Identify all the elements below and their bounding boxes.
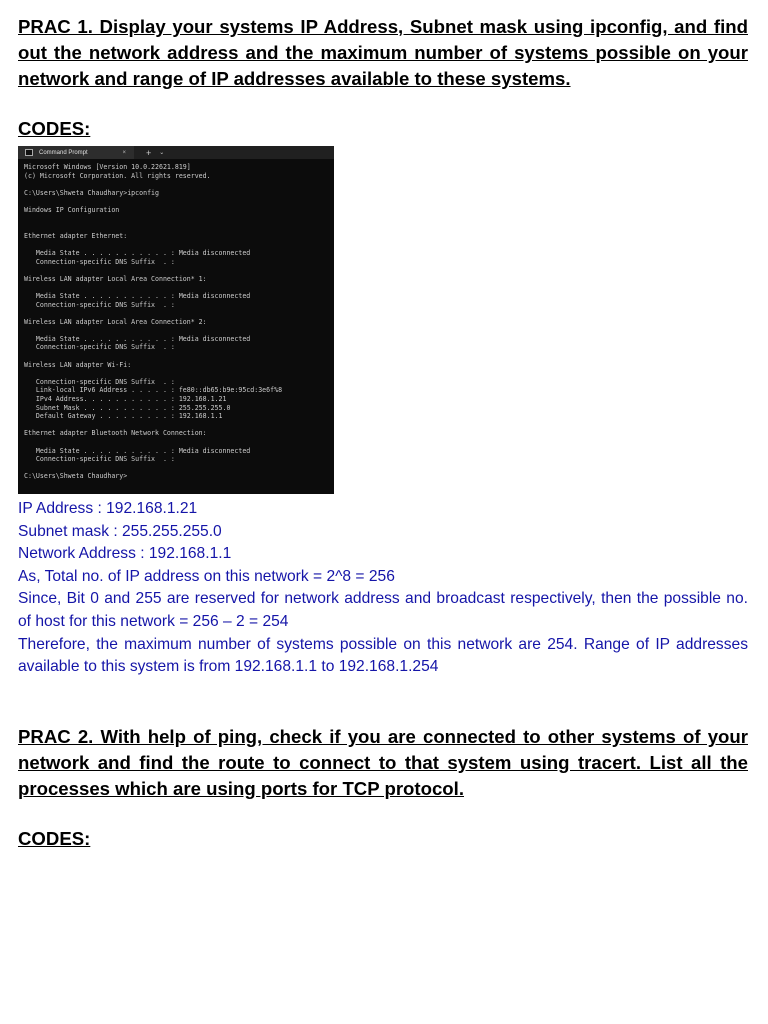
terminal-line: (c) Microsoft Corporation. All rights reserved. bbox=[24, 171, 211, 180]
terminal-line: Connection-specific DNS Suffix . : bbox=[24, 300, 175, 309]
prac1-answers bbox=[18, 498, 748, 679]
terminal-line bbox=[24, 421, 334, 430]
terminal-line: Wireless LAN adapter Local Area Connection* 2: bbox=[24, 317, 207, 326]
terminal-output bbox=[18, 159, 334, 481]
terminal-line: Default Gateway . . . . . . . . . : 192.168.1.1 bbox=[24, 412, 223, 421]
terminal-line: Media State . . . . . . . . . . . : Media disconnected bbox=[24, 334, 251, 343]
terminal-line: IPv4 Address. . . . . . . . . . . : 192.168.1.21 bbox=[24, 395, 227, 404]
prac2-heading: PRAC 2. With help of ping, check if you are connected to other systems of your network and find the route to connect to that system using tracert. List all the processes which are using ports for TCP protocol. bbox=[18, 725, 748, 799]
terminal-line: Media State . . . . . . . . . . . : Media disconnected bbox=[24, 248, 251, 257]
terminal-line bbox=[24, 266, 334, 275]
terminal-line bbox=[24, 223, 334, 232]
prac1-heading: PRAC 1. Display your systems IP Address, Subnet mask using ipconfig, and find out the network address and the maximum number of systems possible on your network and range of IP addresses available to these systems. bbox=[18, 16, 748, 89]
answer-line: Therefore, the maximum number of systems possible on this network are 254. Range of IP addresses available to this system is from 192.168.1.1 to 192.168.1.254 bbox=[18, 635, 748, 676]
answer-line: Since, Bit 0 and 255 are reserved for network address and broadcast respectively, then the possible no. of host for this network = 256 – 2 = 254 bbox=[18, 590, 748, 630]
new-tab-icon: + bbox=[146, 147, 152, 158]
terminal-line bbox=[24, 240, 334, 249]
terminal-line: Connection-specific DNS Suffix . : bbox=[24, 377, 175, 386]
terminal-line: Connection-specific DNS Suffix . : bbox=[24, 455, 175, 464]
terminal-line: Wireless LAN adapter Wi-Fi: bbox=[24, 360, 132, 369]
terminal-line: Media State . . . . . . . . . . . : Media disconnected bbox=[24, 446, 251, 455]
answer-line: Network Address : 192.168.1.1 bbox=[18, 545, 232, 563]
command-prompt-screenshot bbox=[18, 146, 334, 494]
terminal-line: Ethernet adapter Bluetooth Network Connection: bbox=[24, 429, 207, 438]
terminal-line: Media State . . . . . . . . . . . : Media disconnected bbox=[24, 291, 251, 300]
chevron-down-icon: ⌄ bbox=[159, 150, 165, 156]
terminal-tab-title: Command Prompt bbox=[39, 149, 88, 156]
terminal-line: Connection-specific DNS Suffix . : bbox=[24, 343, 175, 352]
terminal-line bbox=[24, 438, 334, 447]
terminal-line bbox=[24, 326, 334, 335]
terminal-line: C:\Users\Shweta Chaudhary> bbox=[24, 472, 128, 481]
terminal-line bbox=[24, 283, 334, 292]
terminal-line: Wireless LAN adapter Local Area Connection* 1: bbox=[24, 274, 207, 283]
answer-line: Subnet mask : 255.255.255.0 bbox=[18, 522, 222, 540]
terminal-line: C:\Users\Shweta Chaudhary>ipconfig bbox=[24, 188, 159, 197]
terminal-line bbox=[24, 352, 334, 361]
terminal-line: Windows IP Configuration bbox=[24, 205, 120, 214]
terminal-line: Connection-specific DNS Suffix . : bbox=[24, 257, 175, 266]
command-prompt-icon bbox=[25, 149, 33, 156]
answer-line: As, Total no. of IP address on this network = 2^8 = 256 bbox=[18, 567, 395, 585]
terminal-line bbox=[24, 197, 334, 206]
terminal-line bbox=[24, 369, 334, 378]
terminal-line: Subnet Mask . . . . . . . . . . . : 255.255.255.0 bbox=[24, 403, 231, 412]
terminal-line bbox=[24, 309, 334, 318]
terminal-line: Microsoft Windows [Version 10.0.22621.819] bbox=[24, 163, 191, 171]
terminal-line bbox=[24, 215, 334, 224]
document-page bbox=[18, 14, 748, 852]
prac2-codes-label: CODES: bbox=[18, 827, 91, 849]
terminal-line: Ethernet adapter Ethernet: bbox=[24, 231, 128, 240]
terminal-line: Link-local IPv6 Address . . . . . : fe80::db65:b9e:95cd:3e6f%8 bbox=[24, 386, 283, 395]
terminal-line bbox=[24, 464, 334, 473]
terminal-line bbox=[24, 180, 334, 189]
answer-line: IP Address : 192.168.1.21 bbox=[18, 500, 198, 517]
terminal-tab-bar bbox=[18, 146, 334, 159]
close-icon: × bbox=[122, 149, 126, 156]
terminal-tab bbox=[18, 146, 134, 159]
prac1-codes-label: CODES: bbox=[18, 118, 91, 139]
